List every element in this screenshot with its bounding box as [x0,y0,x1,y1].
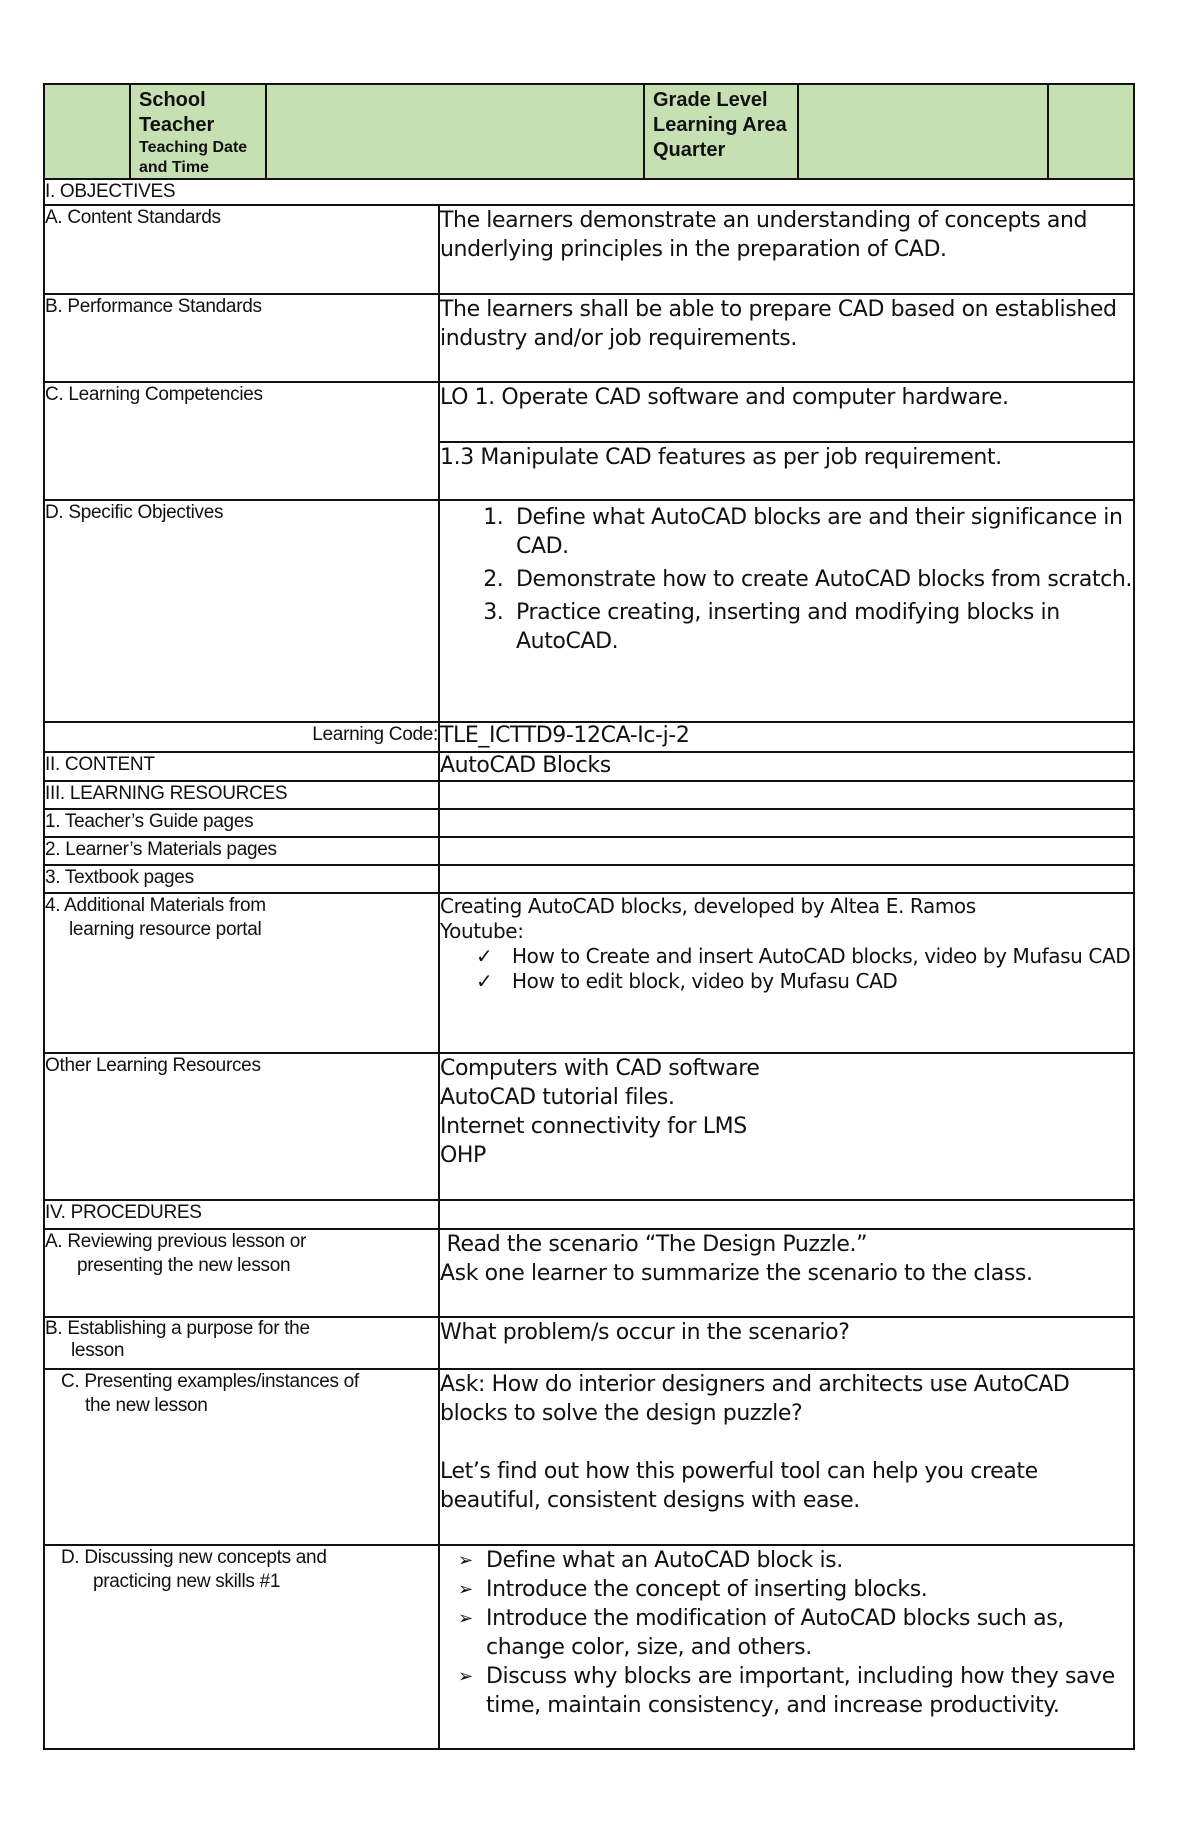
procedure-b-row [44,1317,1134,1369]
procedure-a-line2: Ask one learner to summarize the scenario to the class. [440,1261,1033,1286]
procedure-d-item [456,1604,1133,1662]
header-left-labels [130,84,266,179]
procedure-c-para2: Let’s find out how this powerful tool can help you create beautiful, consistent designs with ease. [440,1459,1038,1513]
procedures-heading-blank [439,1200,1134,1229]
learners-materials-row [44,837,1134,865]
video-item-text: How to edit block, video by Mufasu CAD [512,969,898,993]
quarter-label: Quarter [653,139,726,161]
procedure-d-item [456,1575,1133,1604]
learners-materials-label: 2. Learner’s Materials pages [44,837,439,865]
additional-materials-row [44,893,1134,1053]
procedure-d-row [44,1545,1134,1749]
procedure-d-list [456,1546,1133,1720]
teachers-guide-value [439,809,1134,837]
content-standards-label: A. Content Standards [44,205,439,294]
objectives-heading: I. OBJECTIVES [44,179,1134,205]
teacher-label: Teacher [139,114,215,136]
procedure-d-cell [439,1545,1134,1749]
school-label: School [139,89,206,111]
performance-standards-text: The learners shall be able to prepare CAD based on established industry and/or job requirements. [439,294,1134,382]
procedure-d-item-text: Define what an AutoCAD block is. [486,1548,843,1573]
additional-label-line1: 4. Additional Materials from [45,895,266,916]
check-icon: ✓ [476,969,493,993]
arrow-bullet-icon: ➢ [458,1550,473,1571]
learning-code-label: Learning Code: [44,722,439,752]
lesson-plan-page [43,83,1133,1750]
specific-objectives-list [440,503,1133,656]
specific-objectives-cell [439,500,1134,722]
grade-level-label: Grade Level [653,89,768,111]
header-right-value [798,84,1048,179]
other-resource-item: Computers with CAD software [440,1056,760,1081]
procedure-a-cell [439,1229,1134,1317]
procedure-d-label-line1: D. Discussing new concepts and [61,1547,327,1568]
procedure-a-label-line1: A. Reviewing previous lesson or [45,1231,307,1252]
procedures-heading: IV. PROCEDURES [44,1200,439,1229]
procedure-c-row [44,1369,1134,1545]
spacer [440,1428,1133,1457]
procedure-d-label-line2: practicing new skills #1 [93,1571,281,1592]
learners-materials-value [439,837,1134,865]
header-left-value [266,84,644,179]
procedure-d-item [456,1546,1133,1575]
learning-code-row [44,722,1134,752]
procedure-c-label [44,1369,439,1545]
content-value: AutoCAD Blocks [439,752,1134,781]
textbook-label: 3. Textbook pages [44,865,439,893]
objective-item: 3. Practice creating, inserting and modifying blocks in AutoCAD. [510,598,1133,656]
procedure-c-para1: Ask: How do interior designers and architects use AutoCAD blocks to solve the design puzzle? [440,1372,1070,1426]
arrow-bullet-icon: ➢ [458,1608,473,1629]
procedure-b-text: What problem/s occur in the scenario? [439,1317,1134,1369]
performance-standards-label: B. Performance Standards [44,294,439,382]
lesson-table [43,178,1135,1750]
additional-materials-label [44,893,439,1053]
resources-heading-blank [439,781,1134,809]
procedure-b-label-line2: lesson [71,1340,125,1361]
objective-item: 2. Demonstrate how to create AutoCAD blocks from scratch. [510,565,1133,594]
other-resource-item: AutoCAD tutorial files. [440,1085,675,1110]
procedure-b-label-line1: B. Establishing a purpose for the [45,1318,310,1339]
video-item [476,969,1133,994]
content-row [44,752,1134,781]
video-list [440,944,1133,994]
content-heading: II. CONTENT [44,752,439,781]
learning-competencies-label: C. Learning Competencies [44,382,439,500]
procedure-a-line1: Read the scenario “The Design Puzzle.” [440,1232,868,1257]
additional-label-line2: learning resource portal [69,919,262,940]
procedure-a-row [44,1229,1134,1317]
other-resources-cell [439,1053,1134,1200]
procedure-d-item [456,1662,1133,1720]
other-resource-item: Internet connectivity for LMS [440,1114,747,1139]
additional-line1: Creating AutoCAD blocks, developed by Altea E. Ramos [440,894,976,918]
learning-competency-lo: LO 1. Operate CAD software and computer hardware. [439,382,1134,442]
additional-materials-cell [439,893,1134,1053]
arrow-bullet-icon: ➢ [458,1666,473,1687]
resources-heading: III. LEARNING RESOURCES [44,781,439,809]
procedure-d-item-text: Introduce the modification of AutoCAD blocks such as, change color, size, and others. [486,1606,1064,1660]
procedure-d-label [44,1545,439,1749]
learning-competencies-row [44,382,1134,442]
video-item-text: How to Create and insert AutoCAD blocks, video by Mufasu CAD [512,944,1131,968]
procedure-a-label [44,1229,439,1317]
other-resources-label: Other Learning Resources [44,1053,439,1200]
objective-item: 1. Define what AutoCAD blocks are and their significance in CAD. [510,503,1133,561]
video-item [476,944,1133,969]
header-table [43,83,1135,180]
teachers-guide-label: 1. Teacher’s Guide pages [44,809,439,837]
specific-objectives-label: D. Specific Objectives [44,500,439,722]
youtube-label: Youtube: [440,919,524,943]
resources-heading-row [44,781,1134,809]
teaching-date-label: Teaching Date and Time [139,139,248,176]
other-resources-row [44,1053,1134,1200]
procedures-heading-row [44,1200,1134,1229]
header-blank-left [44,84,130,179]
teachers-guide-row [44,809,1134,837]
learning-code-value: TLE_ICTTD9-12CA-Ic-j-2 [439,722,1134,752]
procedure-b-label [44,1317,439,1369]
procedure-a-label-line2: presenting the new lesson [77,1255,291,1276]
procedure-d-item-text: Introduce the concept of inserting blocks. [486,1577,928,1602]
procedure-c-label-line2: the new lesson [85,1395,208,1416]
performance-standards-row [44,294,1134,382]
check-icon: ✓ [476,944,493,968]
textbook-row [44,865,1134,893]
arrow-bullet-icon: ➢ [458,1579,473,1600]
header-right-labels [644,84,798,179]
other-resource-item: OHP [440,1143,486,1168]
procedure-c-label-line1: C. Presenting examples/instances of [61,1371,359,1392]
textbook-value [439,865,1134,893]
content-standards-row [44,205,1134,294]
learning-competency-sub: 1.3 Manipulate CAD features as per job requirement. [439,442,1134,500]
learning-area-label: Learning Area [653,114,787,136]
procedure-c-cell [439,1369,1134,1545]
content-standards-text: The learners demonstrate an understanding of concepts and underlying principles in the preparation of CAD. [439,205,1134,294]
procedure-d-item-text: Discuss why blocks are important, including how they save time, maintain consistency, and increase productivity. [486,1664,1115,1718]
header-blank-right [1048,84,1134,179]
specific-objectives-row [44,500,1134,722]
